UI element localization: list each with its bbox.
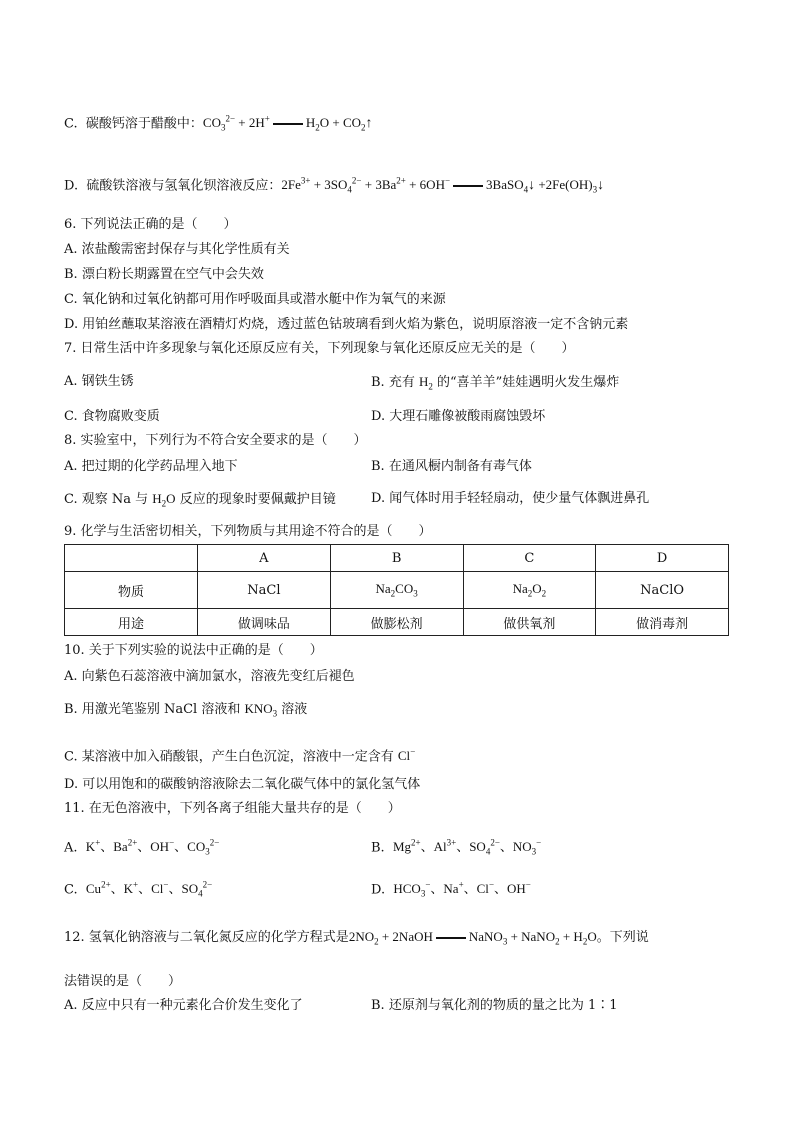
q8-stem: 8. 实验室中，下列行为不符合安全要求的是（ ）	[64, 433, 367, 448]
q7-option-b: B. 充有 $H_2$ 的“喜羊羊”娃娃遇明火发生爆炸	[371, 374, 620, 392]
q7-option-c: C. 食物腐败变质	[64, 409, 160, 424]
q10-stem: 10. 关于下列实验的说法中正确的是（ ）	[64, 643, 323, 658]
kno3-formula: $KNO_3$	[244, 701, 278, 719]
q7-stem: 7. 日常生活中许多现象与氧化还原反应有关，下列现象与氧化还原反应无关的是（ ）	[64, 341, 575, 356]
q8-option-a: A. 把过期的化学药品埋入地下	[64, 459, 238, 474]
na2o2-cell: $Na_2O_2$	[463, 572, 596, 609]
q5-d-equation: $2Fe^{3+} + 3SO_4^{2-} + 3Ba^{2+} + 6OH^-$ 3BaSO$_4$↓ $+2Fe(OH)_3↓$	[281, 176, 605, 195]
q10-option-d: D. 可以用饱和的碳酸钠溶液除去二氧化碳气体中的氯化氢气体	[64, 777, 421, 792]
q10-option-b: B. 用激光笔鉴别 NaCl 溶液和 $KNO_3$ 溶液	[64, 701, 308, 719]
q10-option-c: C. 某溶液中加入硝酸银，产生白色沉淀，溶液中一定含有 Cl−	[64, 747, 416, 765]
table-row-substance: 物质 NaCl $Na_2CO_3$ $Na_2O_2$ NaClO	[65, 572, 729, 609]
q6-option-a: A. 浓盐酸需密封保存与其化学性质有关	[64, 242, 290, 257]
table-header-row: A B C D	[65, 545, 729, 572]
q7-option-a: A. 钢铁生锈	[64, 374, 134, 389]
q12-equation: $2NO_2$ + 2NaOH NaNO$_3$ + NaNO$_2$ + $H_2O$	[348, 929, 597, 947]
na2co3-cell: $Na_2CO_3$	[330, 572, 463, 609]
q6-option-b: B. 漂白粉长期露置在空气中会失效	[64, 267, 264, 282]
q9-table	[64, 544, 729, 636]
q11-d-ions: $HCO_3^-$、Na+、Cl−、OH−	[393, 880, 531, 899]
q5-option-c: C. 碳酸钙溶于醋酸中：$CO_3^{2-} + 2H^+$ $H_2O$ + $CO_2↑$	[64, 114, 373, 133]
h2o-formula: $H_2O$	[152, 491, 176, 509]
q11-c-ions: $Cu^{2+}$、K+、Cl−、$SO_4^{2-}$	[85, 880, 213, 899]
q11-option-c: C. $Cu^{2+}$、K+、Cl−、$SO_4^{2-}$	[64, 880, 213, 899]
q11-option-b: B. $Mg^{2+}$、$Al^{3+}$、$SO_4^{2-}$、$NO_3^-$	[371, 838, 542, 857]
q6-option-d: D. 用铂丝蘸取某溶液在酒精灯灼烧，透过蓝色钴玻璃看到火焰为紫色，说明原溶液一定不含钠元素	[64, 317, 629, 332]
q6-option-c: C. 氧化钠和过氧化钠都可用作呼吸面具或潜水艇中作为氧气的来源	[64, 292, 446, 307]
q12-stem-line2: 法错误的是（ ）	[64, 974, 182, 989]
q12-option-b: B. 还原剂与氧化剂的物质的量之比为 1∶1	[371, 998, 618, 1013]
q11-option-a: A. K+、$Ba^{2+}$、OH−、$CO_3^{2-}$	[64, 838, 220, 857]
q8-option-b: B. 在通风橱内制备有毒气体	[371, 459, 532, 474]
q6-stem: 6. 下列说法正确的是（ ）	[64, 217, 237, 232]
q11-a-ions: K+、$Ba^{2+}$、OH−、$CO_3^{2-}$	[85, 838, 220, 857]
q7-option-d: D. 大理石雕像被酸雨腐蚀毁坏	[371, 409, 546, 424]
q9-stem: 9. 化学与生活密切相关，下列物质与其用途不符合的是（ ）	[64, 524, 432, 539]
q11-option-d: D. $HCO_3^-$、Na+、Cl−、OH−	[371, 880, 531, 899]
q8-option-c: C. 观察 Na 与 $H_2O$ 反应的现象时要佩戴护目镜	[64, 491, 336, 509]
q12-option-a: A. 反应中只有一种元素化合价发生变化了	[64, 998, 303, 1013]
h2-formula: $H_2$	[418, 374, 433, 392]
chloride-ion: Cl−	[397, 747, 416, 764]
q8-option-d: D. 闻气体时用手轻轻扇动，使少量气体飘进鼻孔	[371, 491, 650, 506]
q5-option-d: D. 硫酸铁溶液与氢氧化钡溶液反应：$2Fe^{3+} + 3SO_4^{2-} + 3Ba^{2+} + 6OH^-$ 3BaSO$_4$↓ $+2Fe(OH)_3↓$	[64, 176, 605, 195]
q5-c-equation: $CO_3^{2-} + 2H^+$ $H_2O$ + $CO_2↑$	[202, 114, 373, 133]
q11-b-ions: $Mg^{2+}$、$Al^{3+}$、$SO_4^{2-}$、$NO_3^-$	[392, 838, 542, 857]
q12-stem: 12. 氢氧化钠溶液与二氧化氮反应的化学方程式是$2NO_2$ + 2NaOH NaNO$_3$ + NaNO$_2$ + $H_2O$。下列说	[64, 929, 649, 947]
q11-stem: 11. 在无色溶液中，下列各离子组能大量共存的是（ ）	[64, 801, 401, 816]
table-row-use: 用途 做调味品 做膨松剂 做供氧剂 做消毒剂	[65, 609, 729, 636]
q10-option-a: A. 向紫色石蕊溶液中滴加氯水，溶液先变红后褪色	[64, 669, 355, 684]
